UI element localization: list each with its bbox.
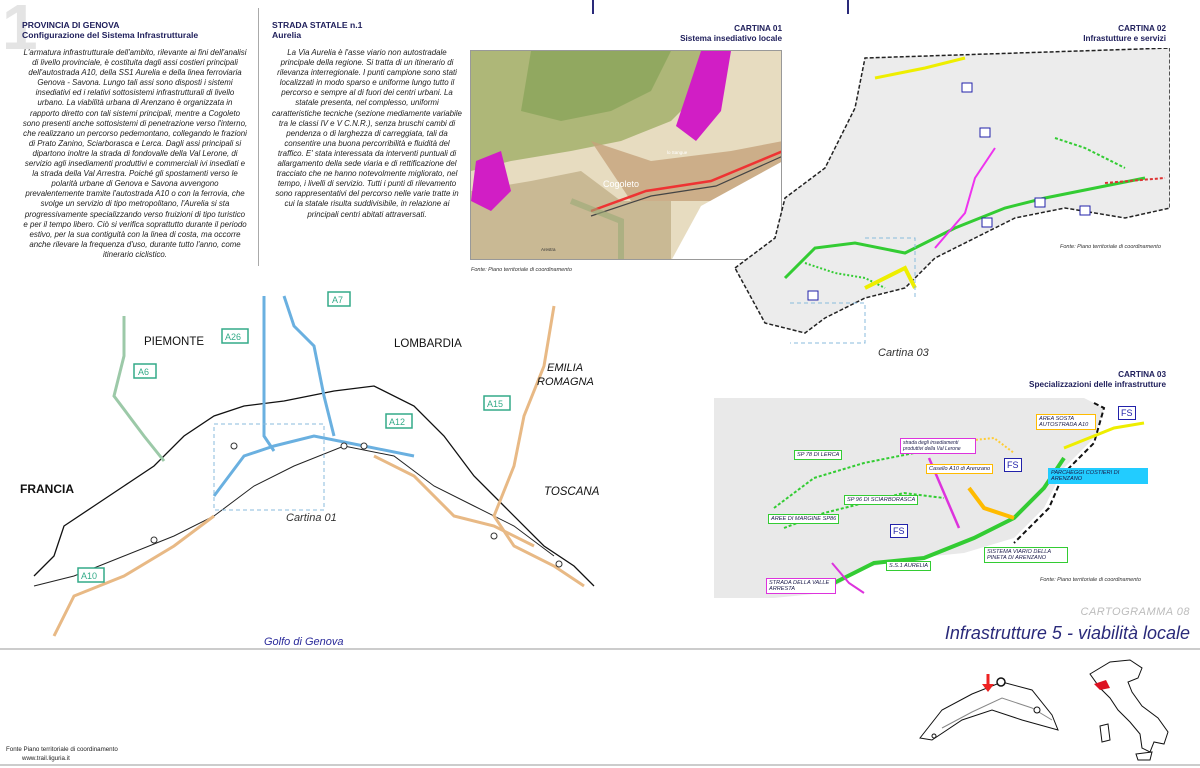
svg-text:A7: A7 bbox=[332, 295, 344, 305]
footer-url-link[interactable]: www.trail.liguria.it bbox=[22, 755, 70, 762]
cartina03-label: AREE DI MARGINE SP86 bbox=[768, 514, 839, 524]
italy-inset-svg bbox=[1080, 654, 1176, 764]
column-title: PROVINCIA DI GENOVA bbox=[22, 20, 120, 30]
svg-text:A10: A10 bbox=[81, 571, 98, 581]
svg-text:A15: A15 bbox=[487, 399, 504, 409]
cartina02-map bbox=[725, 48, 1170, 353]
cartina02-header bbox=[960, 24, 1166, 44]
column-text: La Via Aurelia è l'asse viario non autostradale principale della regione. Si tratta di un itinerario di rilevanza interregionale. I punti campione sono stati localizzati in modo sparso e uniforme lungo tutto il percorso e sempre al di fuori dei centri urbani. La statale presenta, nel complesso, uniformi caratteristiche tecniche (sezione mediamente variabile tra le classi IV e V C.N.R.), senza bruschi cambi di pendenza o di larghezza di carreggiata, tali da consentire una buona percorribilità e fluidità del traffico. E' stata interessata da interventi puntuali di allargamento della sede viaria e di rettificazione del tracciato che ne hanno notevolmente migliorato, nel tempo, i livelli di servizio. Tutti i punti di rilevamento sono rappresentativi del percorso nelle varie tratte in cui la statale risulta suddivisibile, in relazione ai principali centri abitati attraversati. bbox=[272, 48, 462, 219]
column-provincia bbox=[22, 20, 248, 260]
cartina03-label: SISTEMA VIARIO DELLA PINETA DI ARENZANO bbox=[984, 547, 1068, 563]
cartina03-fs-badge: FS bbox=[890, 524, 908, 538]
cartina03-header bbox=[940, 370, 1166, 390]
region-label-romagna: ROMAGNA bbox=[537, 376, 594, 388]
column-subtitle: Configurazione del Sistema Infrastrutturale bbox=[22, 30, 199, 40]
liguria-inset-svg bbox=[912, 660, 1066, 744]
motorway-badge-a12 bbox=[386, 414, 412, 428]
column-subtitle: Aurelia bbox=[272, 30, 302, 40]
liguria-inset-map bbox=[912, 660, 1066, 744]
region-map bbox=[14, 286, 614, 650]
cartina03-label: STRADA DELLA VALLE ARRESTA bbox=[766, 578, 836, 594]
cartina01-place-cogoleto: Cogoleto bbox=[603, 179, 640, 189]
column-text: L'armatura infrastrutturale dell'ambito, rilevante ai fini dell'analisi di livello provinciale, è costituita dagli assi costieri principali dell'autostrada A10, della SS1 Aurelia e della linea ferroviaria Genova - Savona. Lungo tali assi sono disposti i sistemi insediativi ed i relativi sottosistemi infrastrutturali di livello urbano. La viabilità urbana di Arenzano è organizzata in rapporto diretto con tali sistemi principali, mentre a Cogoleto sono presenti anche sottosistemi di penetrazione verso l'interno, che realizzano un percorso pedemontano, collegando le frazioni di Prato Zanino, Sciarborasca e Lerca. Dagli assi principali si dipartono inoltre la strada di fondovalle della Val Lerone, di servizio agli insediamenti produttivi e commerciali ivi insediati e la strada della Val Arrestra. Poiché gli spostamenti verso le polarità urbane di Genova e Savona avvengono prevalentemente tramite l'autostrada A10 o con la ferrovia, che svolge un servizio di tipo metropolitano, l'Aurelia si sta progressivamente specializzando verso fruizioni di tipo turistico e per il tempo libero. Ciò si verifica soprattutto durante il periodo estivo, per la sua contiguità con la linea di costa, ma occorre anche rilevare la frequenza d'uso, durante tutto l'anno, come itinerario ciclistico. bbox=[22, 48, 248, 259]
header-tick bbox=[847, 0, 849, 14]
cartina03-fonte: Fonte: Piano territoriale di coordinamento bbox=[1040, 577, 1141, 583]
svg-text:A6: A6 bbox=[138, 367, 150, 377]
cartina01-number: CARTINA 01 bbox=[734, 24, 782, 33]
cartina01-title: Sistema insediativo locale bbox=[680, 34, 782, 43]
footer-bottom-line bbox=[0, 764, 1200, 766]
cartina02-fonte: Fonte: Piano territoriale di coordinamento bbox=[1060, 244, 1161, 250]
column-aurelia bbox=[272, 20, 462, 220]
cartina01-ref: Cartina 01 bbox=[286, 512, 337, 524]
page-number: 1 bbox=[2, 0, 34, 63]
cartina02-ref: Cartina 03 bbox=[878, 347, 929, 359]
motorway-badge-a6 bbox=[134, 364, 156, 378]
motorway-badge-a7 bbox=[328, 292, 350, 306]
cartina03-fs-badge: FS bbox=[1118, 406, 1136, 420]
motorway-badge-a26 bbox=[222, 329, 248, 343]
region-label-emilia: EMILIA bbox=[547, 362, 584, 374]
motorway-badge-a10 bbox=[78, 568, 104, 582]
cartina02-number: CARTINA 02 bbox=[1118, 24, 1166, 33]
section-title: Infrastrutture 5 - viabilità locale bbox=[944, 623, 1190, 643]
cartina03-label: S.S.1 AURELIA bbox=[886, 561, 931, 571]
cartogramma-label: CARTOGRAMMA 08 bbox=[1080, 606, 1190, 618]
motorway-badge-a15 bbox=[484, 396, 510, 410]
svg-text:A12: A12 bbox=[389, 417, 406, 427]
header-tick bbox=[592, 0, 594, 14]
footer-fonte: Fonte Piano territoriale di coordinamento bbox=[6, 746, 118, 753]
golfo-label: Golfo di Genova bbox=[264, 636, 344, 648]
cartina03-label: SP 96 DI SCIARBORASCA bbox=[844, 495, 918, 505]
footer-divider bbox=[0, 648, 1200, 650]
region-label-toscana: TOSCANA bbox=[544, 486, 600, 498]
cartina03-label: Casello A10 di Arenzano bbox=[926, 464, 993, 474]
cartina01-place: lo Sangue bbox=[667, 150, 688, 155]
cartina03-map bbox=[714, 398, 1166, 598]
column-divider bbox=[258, 8, 259, 266]
region-map-svg bbox=[14, 286, 614, 650]
cartina01-header bbox=[600, 24, 782, 44]
region-label-lombardia: LOMBARDIA bbox=[394, 338, 462, 350]
cartina01-fonte: Fonte: Piano territoriale di coordinamento bbox=[471, 267, 572, 273]
region-label-piemonte: PIEMONTE bbox=[144, 336, 205, 348]
cartina03-svg bbox=[714, 398, 1166, 598]
italy-inset-map bbox=[1080, 654, 1176, 764]
svg-text:A26: A26 bbox=[225, 332, 242, 342]
cartina03-label: strada degli insediamenti produttivi della Val Lerone bbox=[900, 438, 976, 454]
cartina03-fs-badge: FS bbox=[1004, 458, 1022, 472]
cartina01-place: Arestra bbox=[541, 247, 556, 252]
cartina02-title: Infrastutture e servizi bbox=[1083, 34, 1166, 43]
cartina03-label: AREA SOSTA AUTOSTRADA A10 bbox=[1036, 414, 1096, 430]
column-title: STRADA STATALE n.1 bbox=[272, 20, 363, 30]
cartina02-svg bbox=[725, 48, 1170, 353]
cartina03-title: Specializzazioni delle infrastrutture bbox=[1029, 380, 1166, 389]
region-label-francia: FRANCIA bbox=[20, 482, 74, 496]
cartina03-label: SP 78 DI LERCA bbox=[794, 450, 842, 460]
cartina03-number: CARTINA 03 bbox=[1118, 370, 1166, 379]
cartina03-label: PARCHEGGI COSTIERI DI ARENZANO bbox=[1048, 468, 1148, 484]
